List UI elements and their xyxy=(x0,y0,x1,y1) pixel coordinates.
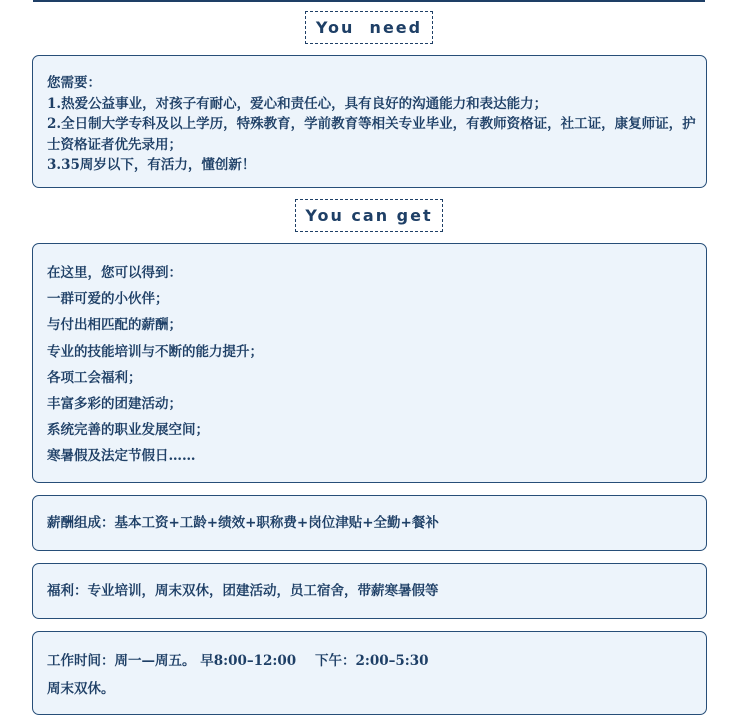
offer-item: 丰富多彩的团建活动； xyxy=(47,396,182,413)
offer-card xyxy=(32,243,707,483)
requirement-item: 3.35周岁以下，有活力，懂创新！ xyxy=(47,157,256,173)
offer-item: 各项工会福利； xyxy=(47,369,142,386)
offer-item: 一群可爱的小伙伴； xyxy=(47,291,169,308)
requirement-item: 2.全日制大学专科及以上学历，特殊教育，学前教育等相关专业毕业，有教师资格证，社工证，康复师证，护士资格证者优先录用； xyxy=(47,116,696,153)
working-hours-text: 工作时间：周一—周五。 早8:00–12:00 下午：2:00–5:30 xyxy=(47,653,429,669)
working-hours-card xyxy=(32,631,707,715)
weekend-text: 周末双休。 xyxy=(47,681,115,697)
salary-text: 薪酬组成：基本工资+工龄+绩效+职称费+岗位津贴+全勤+餐补 xyxy=(47,515,439,531)
offer-item: 寒暑假及法定节假日…… xyxy=(47,448,196,465)
offer-item: 专业的技能培训与不断的能力提升； xyxy=(47,343,263,360)
top-divider xyxy=(33,0,705,2)
offer-item: 与付出相匹配的薪酬； xyxy=(47,317,182,334)
requirement-item: 1.热爱公益事业，对孩子有耐心，爱心和责任心，具有良好的沟通能力和表达能力； xyxy=(47,95,548,112)
salary-card xyxy=(32,495,707,551)
requirements-card xyxy=(32,55,707,188)
offer-item: 系统完善的职业发展空间； xyxy=(47,422,209,439)
benefits-card xyxy=(32,563,707,619)
you-can-get-heading: You can get xyxy=(295,199,443,232)
benefits-text: 福利：专业培训，周末双休，团建活动，员工宿舍，带薪寒暑假等 xyxy=(47,583,439,599)
you-need-heading: You need xyxy=(305,11,433,44)
offer-intro: 在这里，您可以得到： xyxy=(47,265,182,281)
requirements-intro: 您需要： xyxy=(47,75,101,91)
